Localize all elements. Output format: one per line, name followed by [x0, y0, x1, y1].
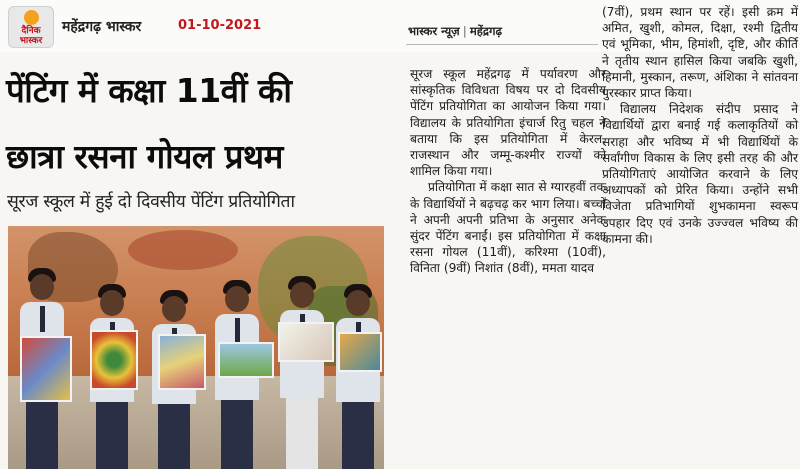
student-painting — [338, 332, 382, 372]
article-column-1 — [410, 66, 606, 277]
byline-place: महेंद्रगढ़ — [469, 24, 502, 38]
subheadline: सूरज स्कूल में हुई दो दिवसीय पेंटिंग प्रतियोगिता — [7, 192, 295, 212]
paragraph: प्रतियोगिता में कक्षा सात से ग्यारहवीं तक के विद्यार्थियों ने बढ़चढ़ कर भाग लिया। बच्चों ने अपनी अपनी प्रतिभा के अनुसार अनेक सुंदर पेंटिंग बनाईं। इस प्रतियोगिता में कक्षा रसना गोयल (11वीं), करिश्मा (10वीं), विनिता (9वीं) निशांत (8वीं), ममता यादव — [410, 180, 606, 276]
byline: भास्कर न्यूज़ | महेंद्रगढ़ — [408, 24, 502, 38]
paragraph: विद्यालय निदेशक संदीप प्रसाद ने विद्यार्थियों द्वारा बनाई गई कलाकृतियों को सराहा और भविष्य में भी विद्यार्थियों के सर्वांगीण विकास के लिए इसी तरह की और प्रतियोगिताएं आयोजित करवाने के लिए अध्यापकों को प्रेरित किया। उन्होंने सभी विजेता प्रतिभागियों शुभकामना स्वरूप उपहार दिए एवं उनके उज्ज्वल भविष्य की कामना की। — [602, 102, 798, 246]
student-painting — [158, 334, 206, 390]
student-figure — [334, 284, 382, 469]
student-painting — [218, 342, 274, 378]
student-figure — [278, 276, 326, 469]
dainik-bhaskar-logo[interactable] — [8, 6, 54, 48]
paragraph: (7वीं), प्रथम स्थान पर रहें। इसी क्रम में अमित, खुशी, कोमल, दिक्षा, रश्मी द्वितीय एवं भूमिका, भीम, हिमांशी, दृष्टि, और कीर्ति ने तृतीय स्थान हासिल किया जबकि खुशी, हिमानी, मुस्कान, तरूण, अंशिका ने सांतवना पुरस्कार प्राप्त किया। — [602, 5, 798, 101]
article-column-2 — [602, 4, 798, 247]
paragraph: सूरज स्कूल महेंद्रगढ़ में पर्यावरण और सांस्कृतिक विविधता विषय पर दो दिवसीय पेंटिंग प्रतियोगिता का आयोजन किया गया। विद्यालय के प्रतियोगिता इंचार्ज रितु चहल ने बताया कि इस प्रतियोगिता में केरल, राजस्थान और जम्मू-कश्मीर राज्यों को शामिल किया गया। — [410, 67, 606, 179]
article-photo — [8, 226, 384, 469]
edition-name[interactable]: महेंद्रगढ़ भास्कर — [62, 19, 142, 35]
byline-agency: भास्कर न्यूज़ — [408, 24, 460, 38]
logo-text: दैनिक भास्कर — [19, 26, 43, 46]
sun-icon — [24, 10, 39, 25]
student-painting — [278, 322, 334, 362]
student-painting — [20, 336, 72, 402]
headline-line-2: छात्रा रसना गोयल प्रथम — [6, 137, 283, 176]
headline-line-1: पेंटिंग में कक्षा 11वीं की — [6, 71, 292, 110]
divider — [406, 44, 598, 45]
student-painting — [90, 330, 138, 390]
publish-date: 01-10-2021 — [178, 18, 262, 33]
